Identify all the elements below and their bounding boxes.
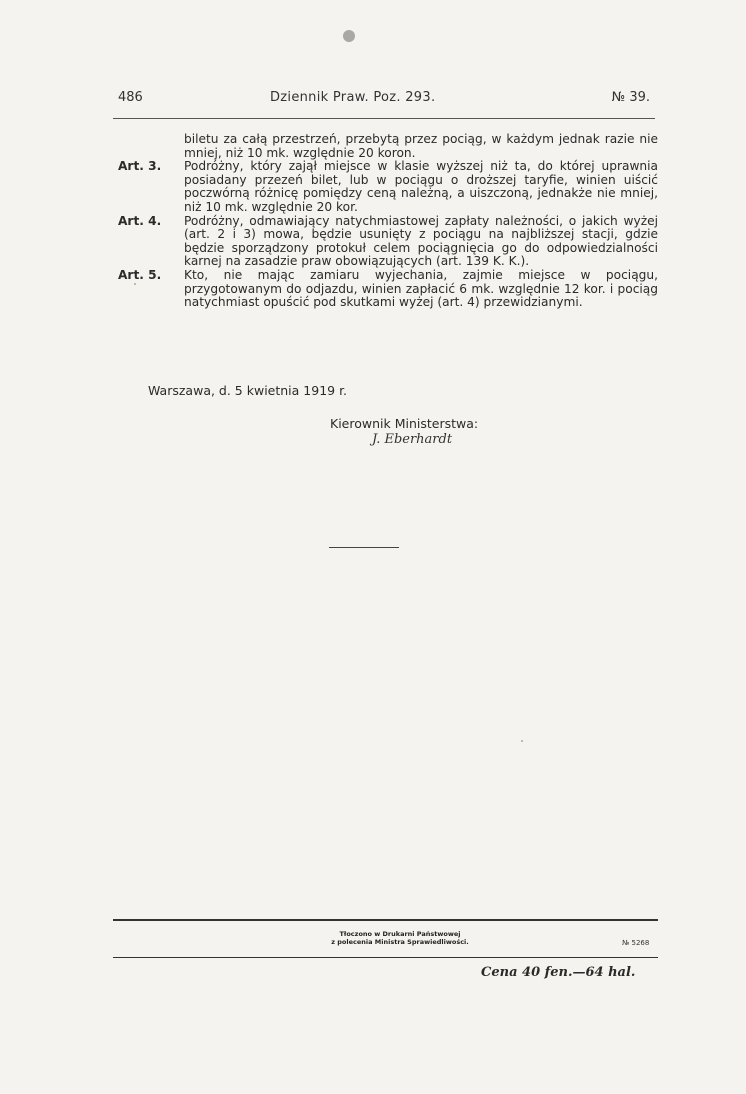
printer-line: Tłoczono w Drukarni Państwowej (339, 930, 461, 938)
price: Cena 40 fen.—64 hal. (481, 965, 636, 980)
article-label: Art. 3. (118, 159, 162, 174)
printer-note (280, 930, 520, 946)
article-text: Kto, nie mając zamiaru wyjechania, zajmie miejsce w pociągu, przygotowanym do odjazdu, winien zapłacić 6 mk. względnie 12 kor. i pociąg natychmiast opuścić pod skutkami wyżej (art. 4) przewidzianymi. (184, 267, 658, 310)
page-number: 486 (118, 90, 143, 105)
printer-line: z polecenia Ministra Sprawiedliwości. (331, 938, 469, 946)
signatory-title: Kierownik Ministerstwa: (330, 416, 479, 431)
article-text: Podróżny, który zajął miejsce w klasie wyższej niż ta, do której uprawnia posiadany przezeń bilet, lub w pociągu o droższej taryfie, winien uiścić poczwórną różnicę pomiędzy ceną należną, a uiszczoną, jednakże nie mniej, niż 10 mk. względnie 20 kor. (184, 159, 658, 214)
article-5 (118, 269, 658, 310)
article-text: Podróżny, odmawiający natychmiastowej zapłaty należności, o jakich wyżej (art. 2 i 3) mowa, będzie usunięty z pociągu na najbliższej stacji, gdzie będzie sporządzony protokuł celem pociągnięcia go do odpowiedzialności karnej na zasadzie praw obowiązujących (art. 139 K. K.). (184, 213, 658, 269)
article-continuation (118, 133, 658, 160)
article-3 (118, 160, 658, 214)
footer-rule-top (113, 919, 658, 921)
issue-number: № 39. (611, 90, 650, 105)
article-4 (118, 215, 658, 269)
footer-rule-bottom (113, 957, 658, 958)
article-label: Art. 5. (118, 267, 162, 282)
page-header (118, 90, 650, 110)
ink-speck (343, 30, 355, 42)
journal-title: Dziennik Praw. Poz. 293. (270, 90, 436, 105)
separator-rule (329, 547, 399, 548)
articles-body (118, 133, 658, 310)
header-rule (113, 118, 655, 119)
plate-number: № 5268 (622, 939, 650, 947)
signature: J. Eberhardt (372, 432, 453, 447)
article-label: Art. 4. (118, 213, 162, 228)
ink-speck (521, 740, 523, 742)
article-text: biletu za całą przestrzeń, przebytą przez pociąg, w każdym jednak razie nie mniej, niż 10 mk. względnie 20 koron. (184, 132, 658, 160)
place-date: Warszawa, d. 5 kwietnia 1919 r. (148, 383, 348, 398)
